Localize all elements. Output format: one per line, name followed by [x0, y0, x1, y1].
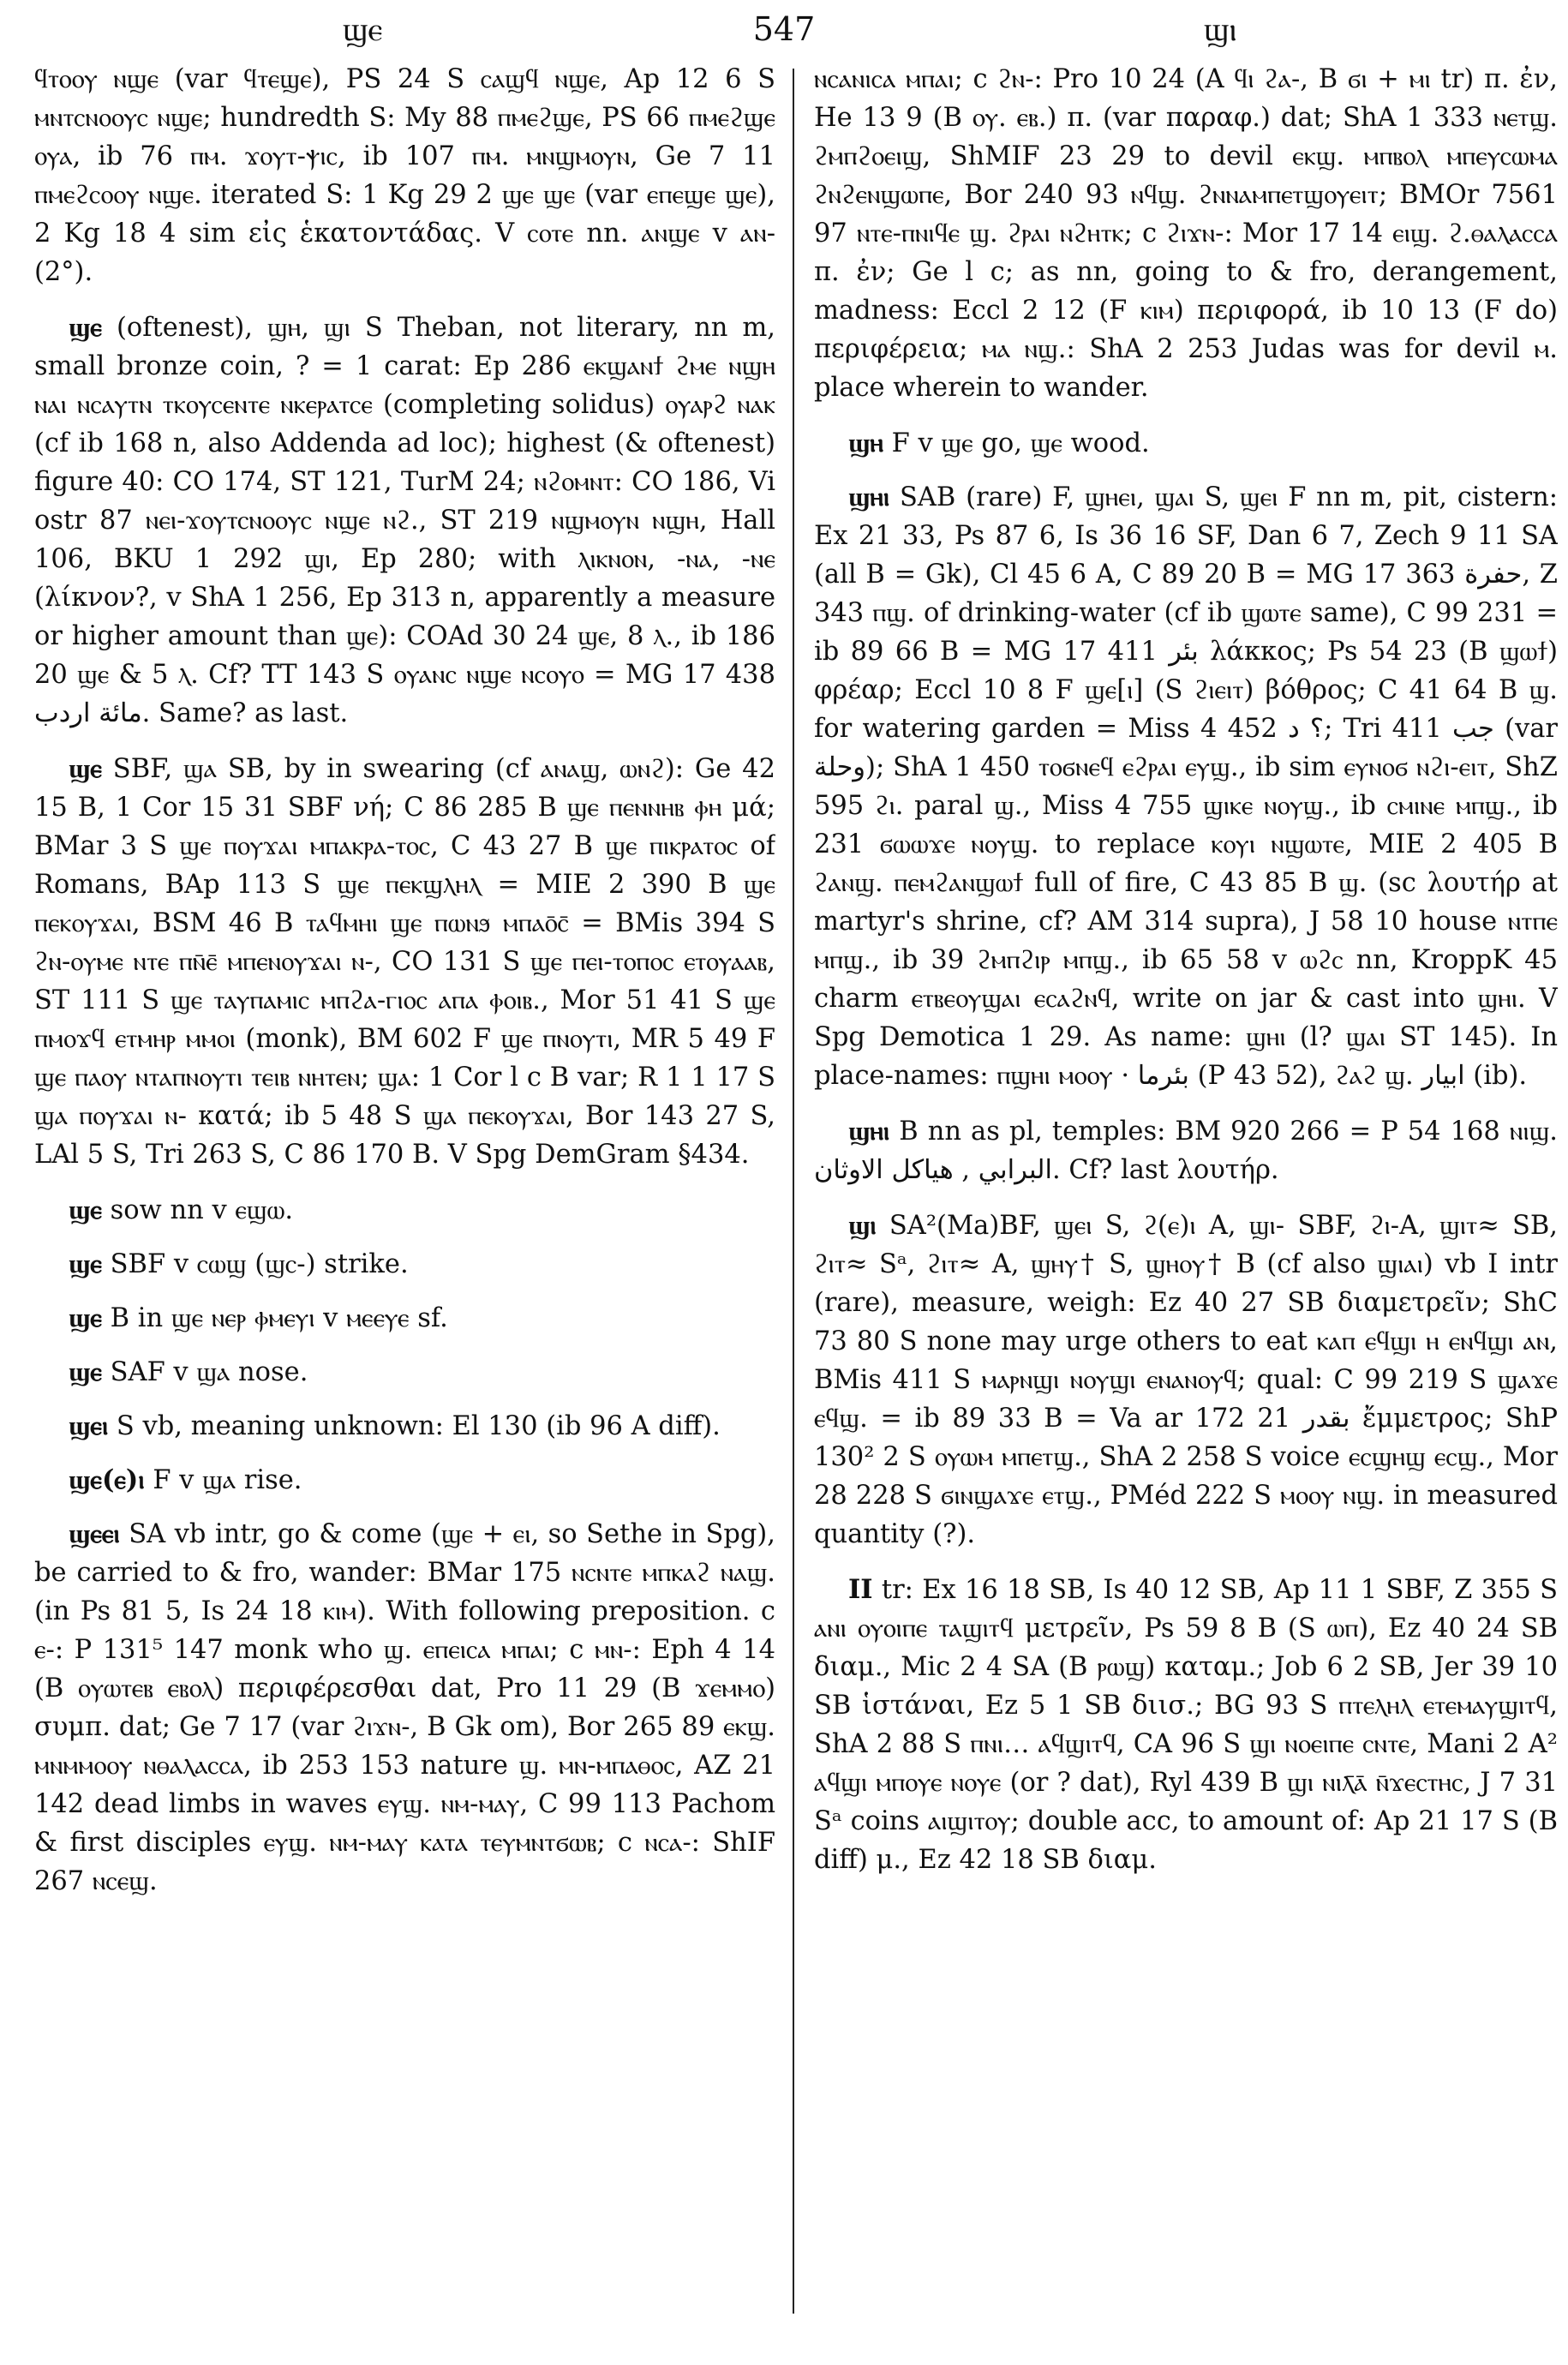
entry-headword: ϣⲏⲓ — [848, 1116, 890, 1147]
entry-text: B nn as pl, temples: BM 920 266 = P 54 168 ⲛⲓϣ. البرابي , هياكل الاوثان. Cf? last λουτήρ. — [814, 1117, 1558, 1185]
entry — [34, 750, 775, 1174]
entry-headword: ϣⲉⲓ — [69, 1410, 109, 1441]
entry-headword: ϣⲉ — [69, 1302, 102, 1333]
entry — [814, 424, 1558, 463]
entry-headword: ϣⲉ — [69, 1194, 102, 1225]
entry-text: S vb, meaning unknown: El 130 (ib 96 A diff). — [116, 1411, 721, 1441]
entry — [34, 1353, 775, 1392]
entry — [34, 1191, 775, 1230]
entry-headword: ϣⲉ — [69, 1356, 102, 1387]
entry-text: SBF v ⲥⲱϣ (ϣⲥ-) strike. — [110, 1249, 409, 1279]
entry-headword: II — [848, 1574, 873, 1605]
running-head-left: ϣⲉ — [343, 10, 383, 48]
entry — [814, 1112, 1558, 1189]
entry-text: ⲛⲥⲁⲛⲓⲥⲁ ⲙⲡⲁⲓ; c ϩⲛ-: Pro 10 24 (A ϥⲓ ϩⲁ-, B ϭⲓ + ⲙⲓ tr) π. ἐν, He 13 9 (B ⲟⲩ. ⲉⲃ.) π. (var παραφ.) dat; ShA 1 333 ⲛⲉⲧϣ. ϩⲙⲡϩⲟⲉⲓϣ, ShMIF 23 29 to devil ⲉⲕϣ. ⲙⲡⲃⲟⲗ ⲙⲡⲉⲩⲥⲱⲙⲁ ϩⲛϩⲉⲛϣⲱⲡⲉ, Bor 240 93 ⲛϥϣ. ϩⲛⲛⲁⲙⲡⲉⲧϣⲟⲩⲉⲓⲧ; BMOr 7561 97 ⲛⲧⲉ-ⲡⲛⲓϥⲉ ϣ. ϩⲣⲁⲓ ⲛϩⲏⲧⲕ; c ϩⲓϫⲛ-: Mor 17 14 ⲉⲓϣ. ϩ.ⲑⲁⲗⲁⲥⲥⲁ π. ἐν; Ge l c; as nn, going to & fro, derangement, madness: Eccl 2 12 (F ⲕⲓⲙ) περιφορά, ib 10 13 (F do) περιφέρεια; ⲙⲁ ⲛϣ.: ShA 2 253 Judas was for devil ⲙ. place wherein to wander. — [814, 64, 1558, 403]
entry — [34, 60, 775, 291]
entry-text: F v ϣⲁ rise. — [153, 1465, 302, 1495]
entry — [814, 1206, 1558, 1554]
entry — [34, 1299, 775, 1338]
entry-headword: ϣⲉ — [69, 312, 102, 343]
page-header — [0, 7, 1568, 51]
entry-text: sow nn v ⲉϣⲱ. — [110, 1195, 294, 1225]
entry-text: ϥⲧⲟⲟⲩ ⲛϣⲉ (var ϥⲧⲉϣⲉ), PS 24 S ⲥⲁϣϥ ⲛϣⲉ, Ap 12 6 S ⲙⲛⲧⲥⲛⲟⲟⲩⲥ ⲛϣⲉ; hundredth S: My 88 ⲡⲙⲉϩϣⲉ, PS 66 ⲡⲙⲉϩϣⲉ ⲟⲩⲁ, ib 76 ⲡⲙ. ϫⲟⲩⲧ-ⲯⲓⲥ, ib 107 ⲡⲙ. ⲙⲛϣⲙⲟⲩⲛ, Ge 7 11 ⲡⲙⲉϩⲥⲟⲟⲩ ⲛϣⲉ. iterated S: 1 Kg 29 2 ϣⲉ ϣⲉ (var ⲉⲡⲉϣⲉ ϣⲉ), 2 Kg 18 4 sim εἰς ἑκατοντάδας. V ⲥⲟⲧⲉ nn. ⲁⲛϣⲉ v ⲁⲛ- (2°). — [34, 64, 775, 287]
entry — [814, 478, 1558, 1095]
entry-text: F v ϣⲉ go, ϣⲉ wood. — [891, 428, 1150, 458]
entry — [34, 1245, 775, 1284]
right-column — [814, 60, 1558, 2348]
entry-text: SBF, ϣⲁ SB, by in swearing (cf ⲁⲛⲁϣ, ⲱⲛϩ): Ge 42 15 B, 1 Cor 15 31 SBF νή; C 86 285 B ϣⲉ ⲡⲉⲛⲛⲏⲃ ⲫⲏ μά; BMar 3 S ϣⲉ ⲡⲟⲩϫⲁⲓ ⲙⲡⲁⲕⲣⲁ-ⲧⲟⲥ, C 43 27 B ϣⲉ ⲡⲓⲕⲣⲁⲧⲟⲥ of Romans, BAp 113 S ϣⲉ ⲡⲉⲕϣⲗⲏⲗ = MIE 2 390 B ϣⲉ ⲡⲉⲕⲟⲩϫⲁⲓ, BSM 46 B ⲧⲁϥⲙⲏⲓ ϣⲉ ⲡⲱⲛϧ ⲙⲡⲁⲟ̄ⲥ̄ = BMis 394 S ϩⲛ-ⲟⲩⲙⲉ ⲛⲧⲉ ⲡⲛ̄ⲉ̄ ⲙⲡⲉⲛⲟⲩϫⲁⲓ ⲛ-, CO 131 S ϣⲉ ⲡⲉⲓ-ⲧⲟⲡⲟⲥ ⲉⲧⲟⲩⲁⲁⲃ, ST 111 S ϣⲉ ⲧⲁⲩⲡⲁⲙⲓⲥ ⲙⲡϩⲁ-ⲅⲓⲟⲥ ⲁⲡⲁ ⲫⲟⲓⲃ., Mor 51 41 S ϣⲉ ⲡⲙⲟϫϥ ⲉⲧⲙⲏⲣ ⲙⲙⲟⲓ (monk), BM 602 F ϣⲉ ⲡⲛⲟⲩⲧⲓ, MR 5 49 F ϣⲉ ⲡⲁⲟⲩ ⲛⲧⲁⲡⲛⲟⲩⲧⲓ ⲧⲉⲓⲃ ⲛⲏⲧⲉⲛ; ϣⲁ: 1 Cor l c B var; R 1 1 17 S ϣⲁ ⲡⲟⲩϫⲁⲓ ⲛ- κατά; ib 5 48 S ϣⲁ ⲡⲉⲕⲟⲩϫⲁⲓ, Bor 143 27 S, LAl 5 S, Tri 263 S, C 86 170 B. V Spg DemGram §434. — [34, 754, 775, 1170]
column-divider — [793, 69, 794, 2314]
entry — [34, 1515, 775, 1901]
entry-text: (oftenest), ϣⲏ, ϣⲓ S Theban, not literary, nn m, small bronze coin, ? = 1 carat: Ep 286 ⲉⲕϣⲁⲛϯ ϩⲙⲉ ⲛϣⲏ ⲛⲁⲓ ⲛⲥⲁⲩⲧⲛ ⲧⲕⲟⲩⲥⲉⲛⲧⲉ ⲛⲕⲉⲣⲁⲧⲥⲉ (completing solidus) ⲟⲩⲁⲣϩ ⲛⲁⲕ (cf ib 168 n, also Addenda ad loc); highest (& oftenest) figure 40: CO 174, ST 121, TurM 24; ⲛϩⲟⲙⲛⲧ: CO 186, Vi ostr 87 ⲛⲉⲓ-ϫⲟⲩⲧⲥⲛⲟⲟⲩⲥ ⲛϣⲉ ⲛϩ., ST 219 ⲛϣⲙⲟⲩⲛ ⲛϣⲏ, Hall 106, BKU 1 292 ϣⲓ, Ep 280; with ⲗⲓⲕⲛⲟⲛ, -ⲛⲁ, -ⲛⲉ (λίκνον?, v ShA 1 256, Ep 313 n, apparently a measure or higher amount than ϣⲉ): COAd 30 24 ϣⲉ, 8 ⲗ., ib 186 20 ϣⲉ & 5 ⲗ. Cf? TT 143 S ⲟⲩⲁⲛⲥ ⲛϣⲉ ⲛⲥⲟⲩⲟ = MG 17 438 مائة اردب. Same? as last. — [34, 313, 775, 728]
entry-text: SA vb intr, go & come (ϣⲉ + ⲉⲓ, so Sethe in Spg), be carried to & fro, wander: BMar 175 ⲛⲥⲛⲧⲉ ⲙⲡⲕⲁϩ ⲛⲁϣ. (in Ps 81 5, Is 24 18 ⲕⲓⲙ). With following preposition. c ⲉ-: P 131⁵ 147 monk who ϣ. ⲉⲡⲉⲓⲥⲁ ⲙⲡⲁⲓ; c ⲙⲛ-: Eph 4 14 (B ⲟⲩⲱⲧⲉⲃ ⲉⲃⲟⲗ) περιφέρεσθαι dat, Pro 11 29 (B ϫⲉⲙⲙⲟ) συμπ. dat; Ge 7 17 (var ϩⲓϫⲛ-, B Gk om), Bor 265 89 ⲉⲕϣ. ⲙⲛⲙⲙⲟⲟⲩ ⲛⲑⲁⲗⲁⲥⲥⲁ, ib 253 153 nature ϣ. ⲙⲛ-ⲙⲡⲁⲑⲟⲥ, AZ 21 142 dead limbs in waves ⲉⲩϣ. ⲛⲙ-ⲙⲁⲩ, C 99 113 Pachom & first disciples ⲉⲩϣ. ⲛⲙ-ⲙⲁⲩ ⲕⲁⲧⲁ ⲧⲉⲩⲙⲛⲧϭⲱⲃ; c ⲛⲥⲁ-: ShIF 267 ⲛⲥⲉϣ. — [34, 1519, 775, 1896]
running-head-right: ϣⲓ — [1204, 10, 1237, 48]
entry-headword: ϣⲉ — [69, 753, 102, 784]
entry — [34, 1407, 775, 1446]
entry — [34, 308, 775, 733]
entry-headword: ϣⲓ — [848, 1210, 877, 1241]
entry-headword: ϣⲉ — [69, 1248, 102, 1279]
entry — [34, 1461, 775, 1500]
entry-text: B in ϣⲉ ⲛⲉⲣ ⲫⲙⲉⲩⲓ v ⲙⲉⲉⲩⲉ sf. — [110, 1303, 448, 1333]
page-number: 547 — [752, 10, 816, 48]
left-column — [34, 60, 775, 2348]
entry-headword: ϣⲉ(ⲉ)ⲓ — [69, 1464, 145, 1495]
entry-text: SAF v ϣⲁ nose. — [110, 1357, 308, 1387]
entry — [814, 60, 1558, 407]
entry-text: tr: Ex 16 18 SB, Is 40 12 SB, Ap 11 1 SBF, Z 355 S ⲁⲛⲓ ⲟⲩⲟⲓⲡⲉ ⲧⲁϣⲓⲧϥ μετρεῖν, Ps 59 8 B (S ⲱⲡ), Ez 40 24 SB διαμ., Mic 2 4 SA (B ⲣⲱϣ) καταμ.; Job 6 2 SB, Jer 39 10 SB ἱστάναι, Ez 5 1 SB διισ.; BG 93 S ⲡⲧⲉⲗⲏⲗ ⲉⲧⲉⲙⲁⲩϣⲓⲧϥ, ShA 2 88 S ⲡⲛⲓ… ⲁϥϣⲓⲧϥ, CA 96 S ϣⲓ ⲛⲟⲉⲓⲡⲉ ⲥⲛⲧⲉ, Mani 2 A² ⲁϥϣⲓ ⲙⲡⲟⲩⲉ ⲛⲟⲩⲉ (or ? dat), Ryl 439 B ϣⲓ ⲛⲓⲗ̄ⲁ̄ ⲛ̄ϫⲉⲥⲧⲏⲥ, J 7 31 Sᵃ coins ⲁⲓϣⲓⲧⲟⲩ; double acc, to amount of: Ap 21 17 S (B diff) μ., Ez 42 18 SB διαμ. — [814, 1575, 1558, 1875]
entry-headword: ϣⲏⲓ — [848, 482, 890, 512]
entry-text: SAB (rare) F, ϣⲏⲉⲓ, ϣⲁⲓ S, ϣⲉⲓ F nn m, pit, cistern: Ex 21 33, Ps 87 6, Is 36 16 SF, Dan 6 7, Zech 9 11 SA (all B = Gk), Cl 45 6 A, C 89 20 B = MG 17 363 حفرة, Z 343 ⲡϣ. of drinking-water (cf ib ϣⲱⲧⲉ same), C 99 231 = ib 89 66 B = MG 17 411 بئر λάκκος; Ps 54 23 (B ϣⲱϯ) φρέαρ; Eccl 10 8 F ϣⲉ[ⲓ] (S ϩⲓⲉⲓⲧ) βόθρος; C 41 64 B ϣ. for watering garden = Miss 4 452 ؟ د; Tri 411 جب (var وحلة); ShA 1 450 ⲧⲟϭⲛⲉϥ ⲉϩⲣⲁⲓ ⲉⲩϣ., ib sim ⲉⲩⲛⲟϭ ⲛϩⲓ-ⲉⲓⲧ, ShZ 595 ϩⲓ. paral ϣ., Miss 4 755 ϣⲓⲕⲉ ⲛⲟⲩϣ., ib ⲥⲙⲓⲛⲉ ⲙⲡϣ., ib 231 ϭⲱⲱϫⲉ ⲛⲟⲩϣ. to replace ⲕⲟⲩⲓ ⲛϣⲱⲧⲉ, MIE 2 405 B ϩⲁⲛϣ. ⲡⲉⲙϩⲁⲛϣⲱϯ full of fire, C 43 85 B ϣ. (sc λουτήρ at martyr's shrine, cf? AM 314 supra), J 58 10 house ⲛⲧⲡⲉ ⲙⲡϣ., ib 39 ϩⲙⲡϩⲓⲣ ⲙⲡϣ., ib 65 58 v ⲱϩⲥ nn, KroppK 45 charm ⲉⲧⲃⲉⲟⲩϣⲁⲓ ⲉⲥⲁϩⲛϥ, write on jar & cast into ϣⲏⲓ. V Spg Demotica 1 29. As name: ϣⲏⲓ (l? ϣⲁⲓ ST 145). In place-names: ⲡϣⲏⲓ ⲙⲟⲟⲩ · بئرما (P 43 52), ϩⲁϩ ϣ. ابيار (ib). — [814, 482, 1558, 1091]
entry-headword: ϣⲏ — [848, 428, 883, 458]
entry — [814, 1571, 1558, 1879]
entry-text: SA²(Ma)BF, ϣⲉⲓ S, ϩ(ⲉ)ⲓ A, ϣⲓ- SBF, ϩⲓ-A, ϣⲓⲧ≈ SB, ϩⲓⲧ≈ Sᵃ, ϩⲓⲧ≈ A, ϣⲏⲩ† S, ϣⲏⲟⲩ† B (cf also ϣⲓⲁⲓ) vb I intr (rare), measure, weigh: Ez 40 27 SB διαμετρεῖν; ShC 73 80 S none may urge others to eat ⲕⲁⲡ ⲉϥϣⲓ ⲏ ⲉⲛϥϣⲓ ⲁⲛ, BMis 411 S ⲙⲁⲣⲛϣⲓ ⲛⲟⲩϣⲓ ⲉⲛⲁⲛⲟⲩϥ; qual: C 99 219 S ϣⲁϫⲉ ⲉϥϣ. = ib 89 33 B = Va ar 172 21 بقدر ἔμμετρος; ShP 130² 2 S ⲟⲩⲱⲙ ⲙⲡⲉⲧϣ., ShA 2 258 S voice ⲉⲥϣⲏϣ ⲉⲥϣ., Mor 28 228 S ϭⲓⲛϣⲁϫⲉ ⲉⲧϣ., PMéd 222 S ⲙⲟⲟⲩ ⲛϣ. in measured quantity (?). — [814, 1211, 1558, 1549]
entry-headword: ϣⲉⲉⲓ — [69, 1518, 120, 1549]
